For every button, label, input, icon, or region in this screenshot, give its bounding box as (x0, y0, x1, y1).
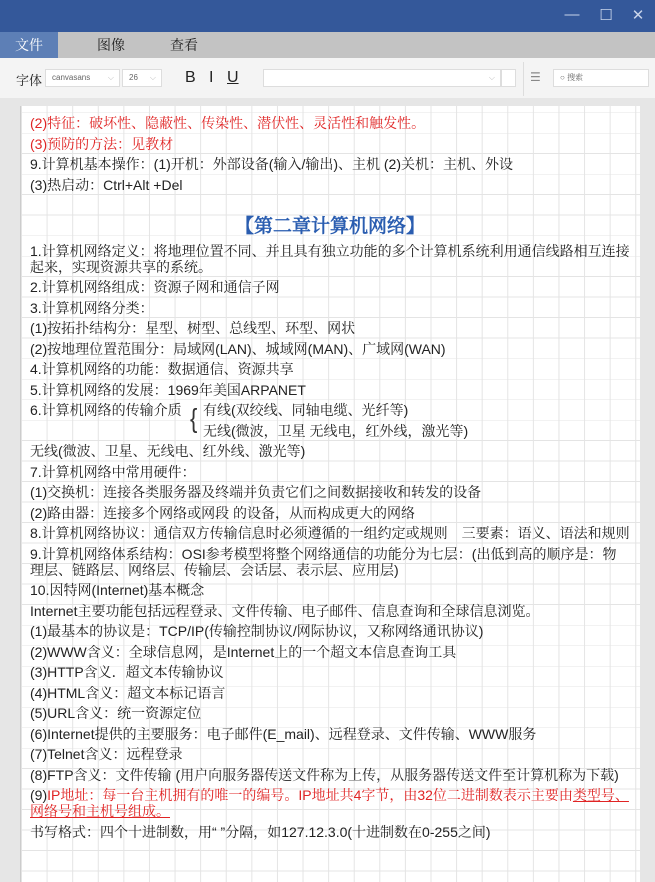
toolbar-divider (523, 62, 524, 96)
text-line: (2)路由器：连接多个网络或网段 的设备，从而构成更大的网络 (30, 504, 415, 521)
text-line: (8)FTP含义：文件传输 (用户向服务器传送文件称为上传，从服务器传送文件至计算机称为下载) (30, 766, 619, 783)
chevron-down-icon: ⌵ (107, 73, 114, 82)
text-line: (6)Internet提供的主要服务：电子邮件(E_mail)、远程登录、文件传输、WWW服务 (30, 725, 537, 742)
italic-button[interactable]: I (209, 69, 214, 86)
style-select[interactable] (263, 69, 501, 87)
text-line: (2)特征：破坏性、隐蔽性、传染性、潜伏性、灵活性和触发性。 (30, 115, 426, 131)
text-line: 3.计算机网络分类： (30, 299, 154, 316)
search-icon: ○ (560, 73, 568, 82)
maximize-button[interactable]: ☐ (599, 7, 613, 24)
text-red: IP地址：每一台主机拥有的唯一的编号。IP地址共4字节，由32位二进制数表示主要由 (47, 787, 573, 803)
text-line: (1)最基本的协议是：TCP/IP(传输控制协议/网际协议，又称网络通讯协议) (30, 623, 484, 639)
text-line: 有线(双绞线、同轴电缆、光纤等) (203, 402, 409, 418)
search-input[interactable] (553, 69, 649, 87)
text-line: (3)HTTP含义．超文本传输协议 (30, 664, 224, 680)
chevron-down-icon: ⌵ (488, 73, 495, 82)
font-select[interactable] (45, 69, 120, 87)
text-line: 9.计算机网络体系结构：OSI参考模型将整个网络通信的功能分为七层：(出低到高的顺序是：物理层、链路层、网络层、传输层、会话层、表示层、应用层) (30, 545, 617, 578)
text-line: 10.因特网(Internet)基本概念 (30, 582, 205, 598)
size-select[interactable] (122, 69, 162, 87)
document-page[interactable] (20, 106, 640, 882)
minimize-button[interactable]: — (564, 6, 580, 23)
text-line: 8.计算机网络协议：通信双方传输信息时必须遵循的一组约定或规则 三要素：语义、语法和规则 (30, 525, 630, 541)
text-line: (3)热启动：Ctrl+Alt +Del (30, 176, 183, 193)
menu-file[interactable]: 文件 (0, 32, 58, 58)
refresh-icon[interactable] (501, 69, 516, 87)
text-red-underlined: 类型号、网络号和主机号组成。 (30, 787, 629, 819)
text-line: (1)交换机：连接各类服务器及终端并负责它们之间数据接收和转发的设备 (30, 484, 482, 500)
bold-button[interactable]: B (185, 69, 196, 86)
close-button[interactable]: ✕ (631, 7, 645, 24)
chevron-down-icon: ⌵ (149, 73, 156, 82)
font-value: canvasans (52, 73, 91, 82)
text-line: (7)Telnet含义：远程登录 (30, 746, 183, 762)
menu-bar (0, 32, 655, 58)
text-prefix: (9) (30, 787, 48, 803)
text-line: 无线(微波、卫星、无线电、红外线、激光等) (30, 443, 306, 459)
transmission-media (30, 402, 630, 443)
text-line: 书写格式：四个十进制数，用“ ”分隔，如127.12.3.0(十进制数在0-255之间) (30, 823, 491, 840)
text-line: 5.计算机网络的发展：1969年美国ARPANET (30, 381, 306, 398)
text-line: (4)HTML含义：超文本标记语言 (30, 684, 226, 701)
text-line: 无线(微波，卫星 无线电，红外线，激光等) (203, 422, 469, 439)
menu-view[interactable]: 查看 (170, 37, 198, 53)
chapter-heading: 【第二章计算机网络】 (234, 215, 425, 237)
text-line: Internet主要功能包括远程登录、文件传输、电子邮件、信息查询和全球信息浏览。 (30, 602, 540, 619)
text-line: 9.计算机基本操作：(1)开机：外部设备(输入/输出)、主机 (2)关机：主机、外设 (30, 156, 513, 172)
text-line: (5)URL含义：统一资源定位 (30, 705, 202, 721)
underline-button[interactable]: U (227, 69, 239, 86)
text-line: (2)按地理位置范围分：局域网(LAN)、城域网(MAN)、广域网(WAN) (30, 340, 446, 357)
menu-image[interactable]: 图像 (97, 37, 125, 53)
text-line: 6.计算机网络的传输介质 (30, 402, 182, 418)
font-label: 字体 (16, 73, 43, 88)
text-line: (3)预防的方法：见教材 (30, 135, 174, 152)
text-line: (2)WWW含义：全球信息网，是Internet上的一个超文本信息查询工具 (30, 643, 457, 660)
document-content (30, 115, 630, 844)
text-line: (1)按拓扑结构分：星型、树型、总线型、环型、网状 (30, 320, 356, 336)
text-line: 4.计算机网络的功能：数据通信、资源共享 (30, 361, 294, 377)
search-placeholder: 搜索 (567, 73, 584, 82)
ip-address-line (30, 787, 630, 819)
brace-icon: { (190, 403, 198, 434)
title-bar (0, 0, 655, 32)
text-line: 1.计算机网络定义：将地理位置不同、并且具有独立功能的多个计算机系统利用通信线路相互连接起来，实现资源共享的系统。 (30, 242, 630, 275)
text-line: 2.计算机网络组成：资源子网和通信子网 (30, 279, 280, 295)
size-value: 26 (129, 73, 138, 82)
list-icon[interactable]: ☰ (530, 70, 541, 84)
text-line: 7.计算机网络中常用硬件： (30, 463, 196, 480)
